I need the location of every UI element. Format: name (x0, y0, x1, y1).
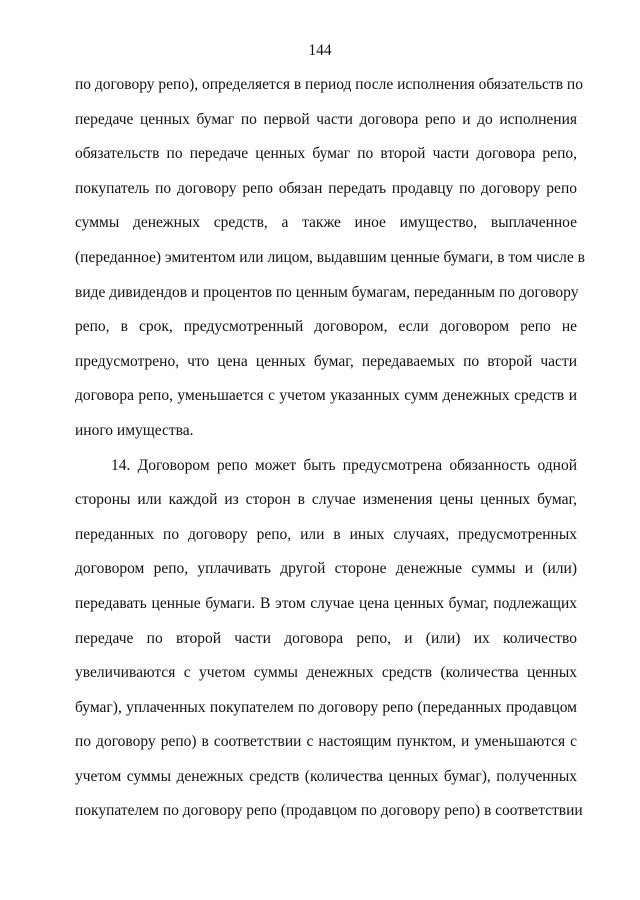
text-line: по договору репо), определяется в период после исполнения обязательств по (75, 76, 583, 93)
text-line: по договору репо) в соответствии с настоящим пунктом, и уменьшаются с (75, 733, 577, 751)
page-number: 144 (308, 42, 332, 59)
text-line: договором репо, уплачивать другой стороне денежные суммы и (или) (75, 560, 577, 578)
text-line: иного имущества. (75, 421, 194, 439)
text-line: передаче по второй части договора репо, и (или) их количество (75, 629, 577, 647)
text-line: покупатель по договору репо обязан передать продавцу по договору репо (75, 179, 577, 197)
text-line: учетом суммы денежных средств (количества ценных бумаг), полученных (75, 767, 577, 785)
text-line: передавать ценные бумаги. В этом случае цена ценных бумаг, подлежащих (75, 594, 577, 612)
text-line: обязательств по передаче ценных бумаг по второй части договора репо, (75, 145, 577, 163)
text-line: бумаг), уплаченных покупателем по договору репо (переданных продавцом (75, 698, 577, 716)
text-line: предусмотрено, что цена ценных бумаг, передаваемых по второй части (75, 352, 577, 370)
text-line: увеличиваются с учетом суммы денежных средств (количества ценных (75, 664, 577, 682)
text-line: переданных по договору репо, или в иных случаях, предусмотренных (75, 525, 577, 543)
text-line: виде дивидендов и процентов по ценным бумагам, переданным по договору (75, 283, 579, 301)
text-line: передаче ценных бумаг по первой части договора репо и до исполнения (75, 110, 577, 128)
text-line: репо, в срок, предусмотренный договором, если договором репо не (75, 318, 577, 336)
text-line: суммы денежных средств, а также иное имущество, выплаченное (75, 214, 577, 232)
text-line: договора репо, уменьшается с учетом указанных сумм денежных средств и (75, 387, 577, 405)
text-line: (переданное) эмитентом или лицом, выдавшим ценные бумаги, в том числе в (75, 248, 585, 266)
text-line: покупателем по договору репо (продавцом по договору репо) в соответствии (75, 802, 583, 820)
text-line: стороны или каждой из сторон в случае изменения цены ценных бумаг, (75, 491, 577, 509)
body-text (75, 72, 585, 833)
text-line: 14. Договором репо может быть предусмотрена обязанность одной (111, 456, 577, 474)
